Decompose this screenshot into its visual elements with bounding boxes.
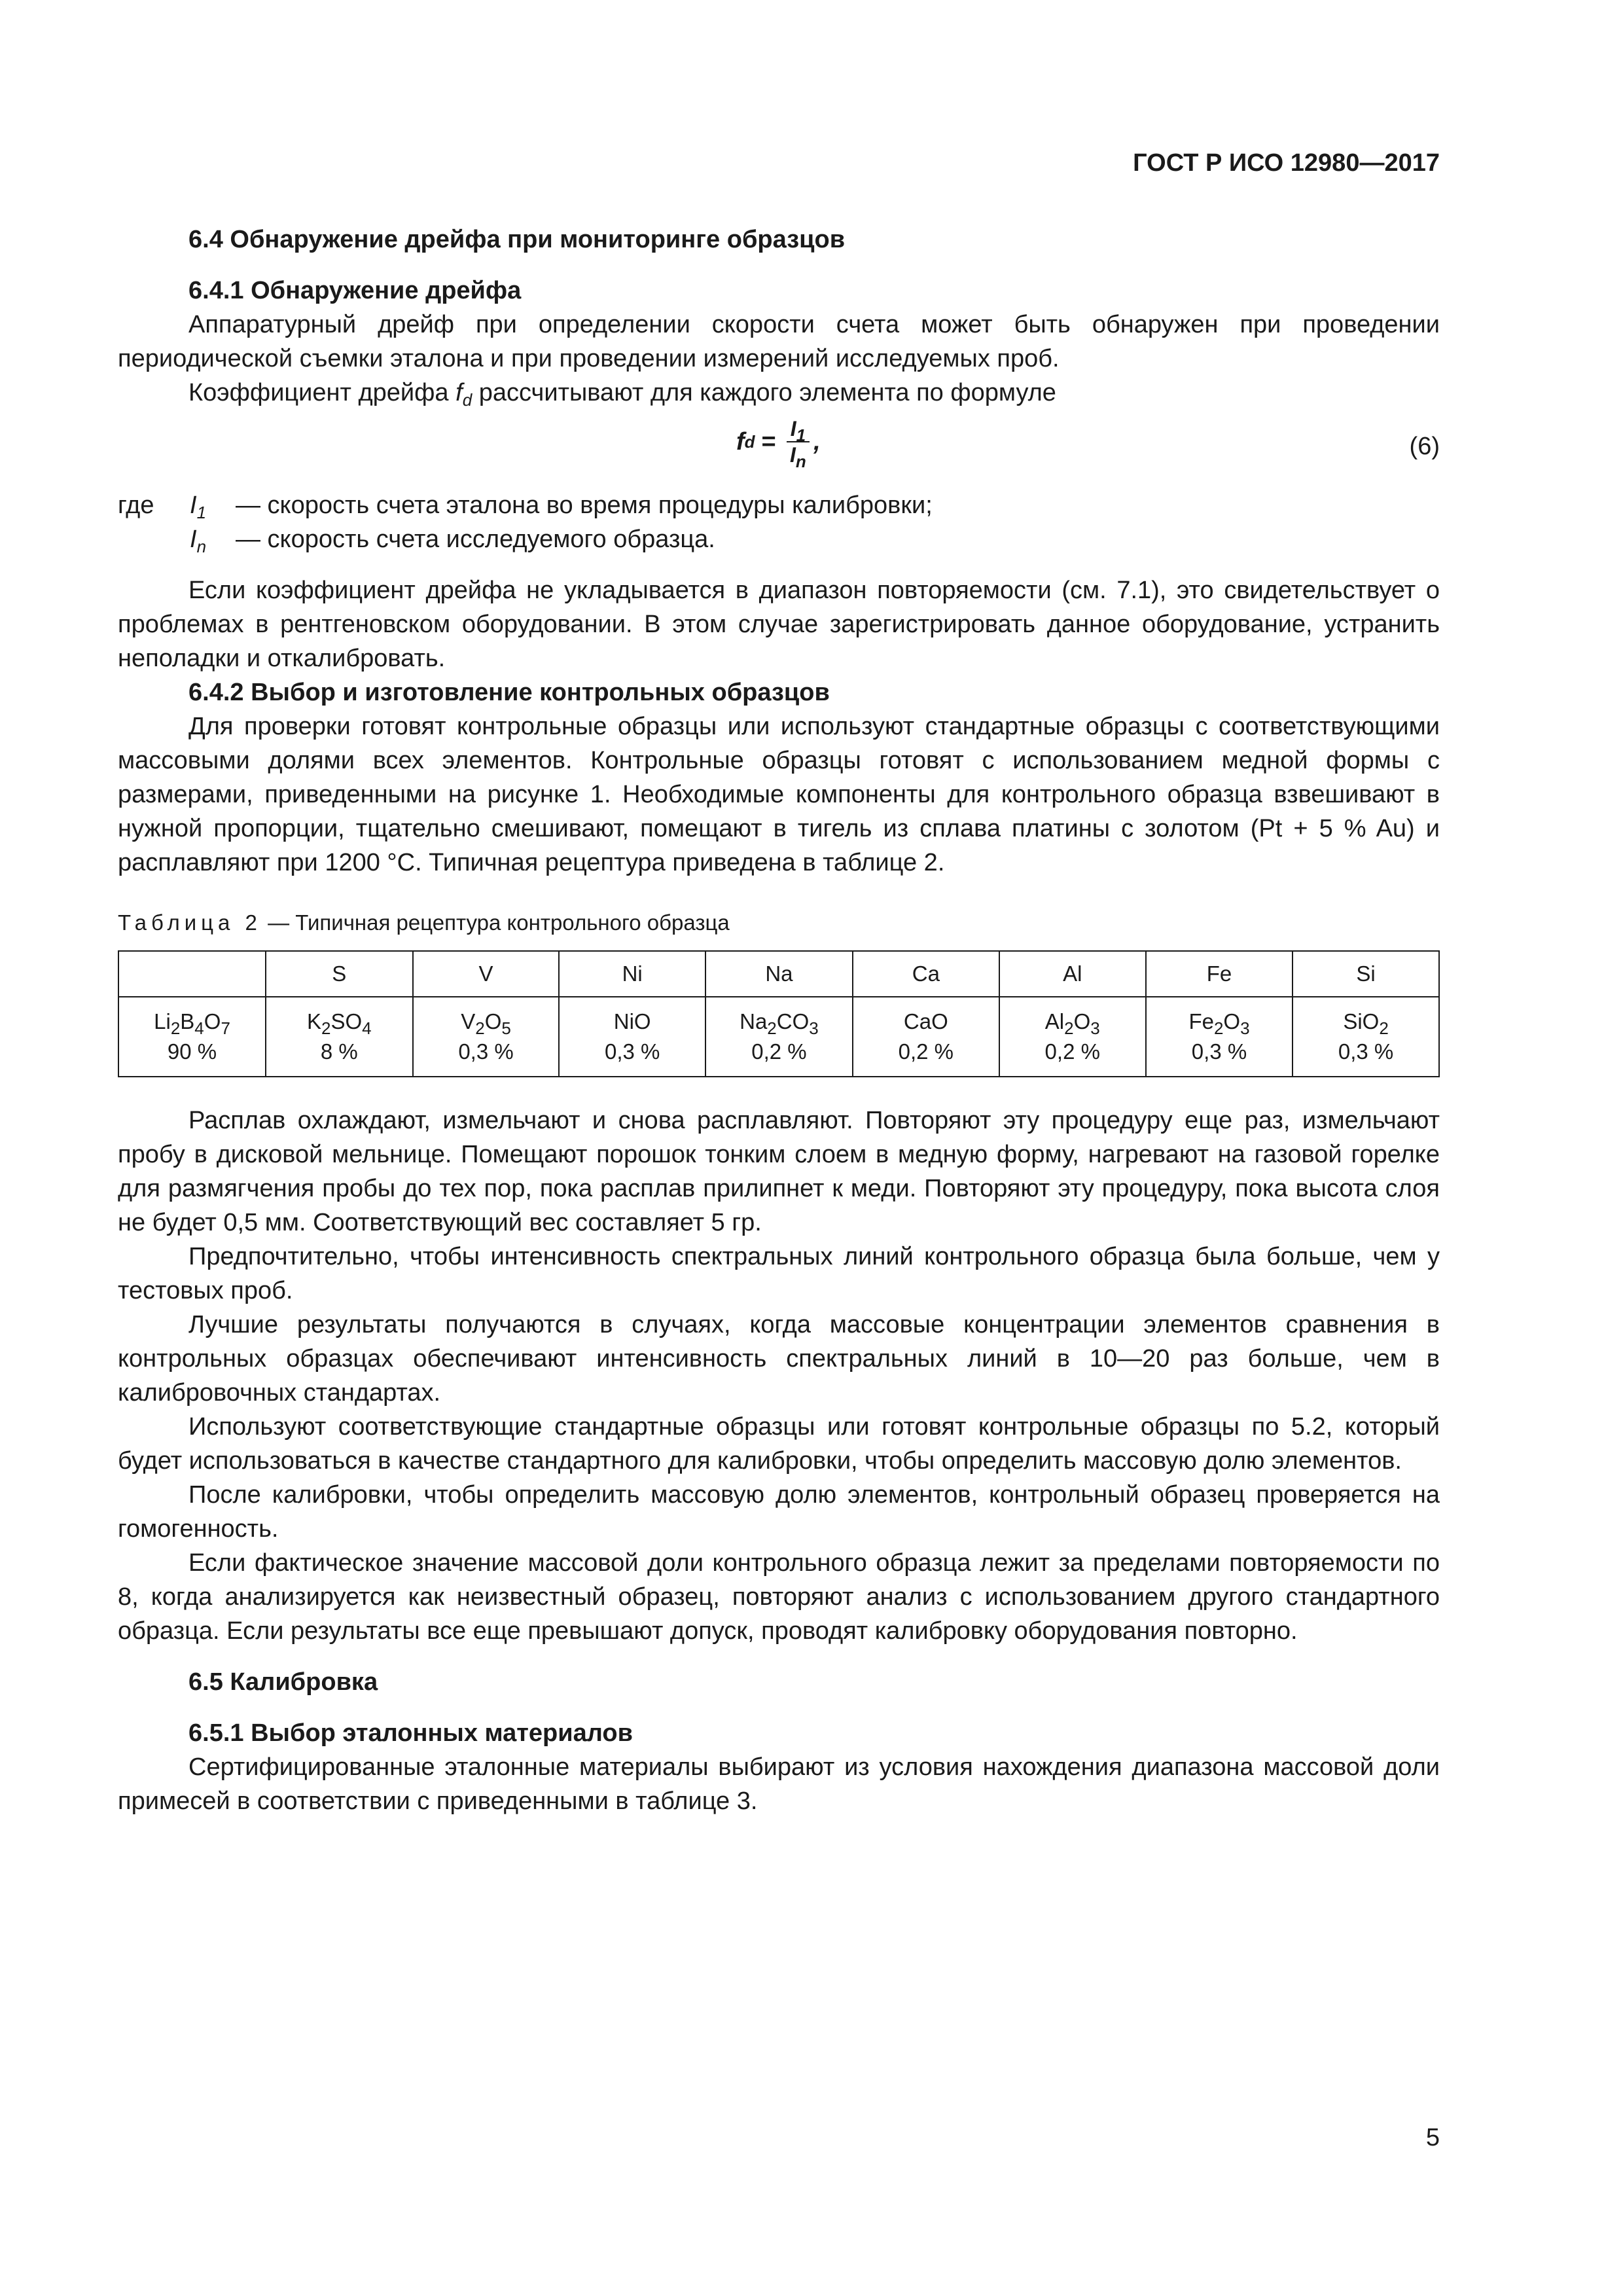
table-row: [118, 997, 1439, 1077]
paragraph: Если фактическое значение массовой доли контрольного образца лежит за пределами повторяемости по 8, когда анализируется как неизвестный образец, повторяют анализ с использованием другого стандартного образца. Если результаты все еще превышают допуск, проводят калибровку оборудования повторно.: [118, 1549, 1440, 1645]
paragraph: Предпочтительно, чтобы интенсивность спектральных линий контрольного образца была больше, чем у тестовых проб.: [118, 1243, 1440, 1304]
table-cell: $Fe_2O_3$ 0,3 %: [1146, 997, 1293, 1077]
paragraph: Используют соответствующие стандартные образцы или готовят контрольные образцы по 5.2, который будет использоваться в качестве стандартного для калибровки, чтобы определить массовую долю элементов.: [118, 1413, 1440, 1475]
paragraph: Если коэффициент дрейфа не укладывается в диапазон повторяемости (см. 7.1), это свидетельствует о проблемах в рентгеновском оборудовании. В этом случае зарегистрировать данное оборудование, устранить неполадки и откалибровать.: [118, 577, 1440, 672]
paragraph: Сертифицированные эталонные материалы выбирают из условия нахождения диапазона массовой доли примесей в соответствии с приведенными в таблице 3.: [118, 1753, 1440, 1815]
table-cell: $Na_2CO_3$ 0,2 %: [705, 997, 853, 1077]
table-2: [118, 950, 1440, 1077]
equation-number: (6): [1409, 433, 1440, 460]
table-cell: NiO 0,3 %: [559, 997, 705, 1077]
drift-symbol: f: [455, 379, 463, 406]
table-header-cell: Ni: [559, 951, 705, 997]
page-content: [118, 223, 1440, 1818]
section-6-4-2-title: 6.4.2 Выбор и изготовление контрольных образцов: [188, 679, 830, 706]
page-number: 5: [1425, 2124, 1440, 2151]
paragraph: Лучшие результаты получаются в случаях, когда массовые концентрации элементов сравнения в контрольных образцах обеспечивают интенсивность спектральных линий в 10—20 раз больше, чем в калибровочных стандартах.: [118, 1311, 1440, 1407]
where-item: где $I_1$ — скорость счета эталона во время процедуры калибровки;: [118, 488, 1440, 522]
formula: f d = $\frac{I_1}{I_n}$ ,: [736, 417, 821, 471]
section-6-4-1-title: 6.4.1 Обнаружение дрейфа: [188, 277, 522, 304]
section-6-5-title: 6.5 Калибровка: [188, 1668, 378, 1696]
table-2-caption: Таблица 2 — Типичная рецептура контрольного образца: [118, 910, 730, 935]
table-cell: SiO$_2$ 0,3 %: [1293, 997, 1439, 1077]
formula-intro-paragraph: Коэффициент дрейфа $f_d$ рассчитывают для каждого элемента по формуле: [188, 379, 1056, 410]
table-cell: $Li_2B_4O_7$ 90 %: [118, 997, 266, 1077]
paragraph: Для проверки готовят контрольные образцы или используют стандартные образцы с соответствующими массовыми долями всех элементов. Контрольные образцы готовят с использованием медной формы с размерами, приведенными на рисунке 1. Необходимые компоненты для контрольного образца взвешивают в нужной пропорции, тщательно смешивают, помещают в тигель из сплава платины с золотом (Pt + 5 % Au) и расплавляют при 1200 °C. Типичная рецептура приведена в таблице 2.: [118, 713, 1440, 876]
table-header-cell: Fe: [1146, 951, 1293, 997]
section-6-4-title: 6.4 Обнаружение дрейфа при мониторинге образцов: [188, 226, 846, 253]
table-header-cell: V: [413, 951, 560, 997]
table-cell: $V_2O_5$ 0,3 %: [413, 997, 560, 1077]
table-header-row: [118, 951, 1439, 997]
formula-6: [118, 410, 1440, 488]
table-header-cell: Al: [999, 951, 1146, 997]
table-cell: $K_2SO_4$ 8 %: [266, 997, 413, 1077]
paragraph: Расплав охлаждают, измельчают и снова расплавляют. Повторяют эту процедуру еще раз, измельчают пробу в дисковой мельнице. Помещают порошок тонким слоем в медную форму, нагревают на газовой горелке для размягчения пробы до тех пор, пока расплав прилипнет к меди. Повторяют эту процедуру, пока высота слоя не будет 0,5 мм. Соответствующий вес составляет 5 гр.: [118, 1107, 1440, 1236]
table-cell: $Al_2O_3$ 0,2 %: [999, 997, 1146, 1077]
table-header-cell: Ca: [853, 951, 999, 997]
table-header-cell: Si: [1293, 951, 1439, 997]
formula-fraction: $\frac{I_1}{I_n}$: [787, 416, 810, 467]
document-code-header: ГОСТ Р ИСО 12980—2017: [1133, 149, 1440, 177]
section-6-5-1-title: 6.5.1 Выбор эталонных материалов: [188, 1719, 633, 1747]
table-header-cell: S: [266, 951, 413, 997]
paragraph: После калибровки, чтобы определить массовую долю элементов, контрольный образец проверяется на гомогенность.: [118, 1481, 1440, 1543]
where-label: где: [118, 492, 154, 519]
where-item: $I_n$ — скорость счета исследуемого образца.: [190, 526, 715, 556]
table-cell: CaO 0,2 %: [853, 997, 999, 1077]
paragraph: Аппаратурный дрейф при определении скорости счета может быть обнаружен при проведении периодической съемки эталона и при проведении измерений исследуемых проб.: [118, 311, 1440, 372]
table-header-cell: [118, 951, 266, 997]
table-header-cell: Na: [705, 951, 853, 997]
